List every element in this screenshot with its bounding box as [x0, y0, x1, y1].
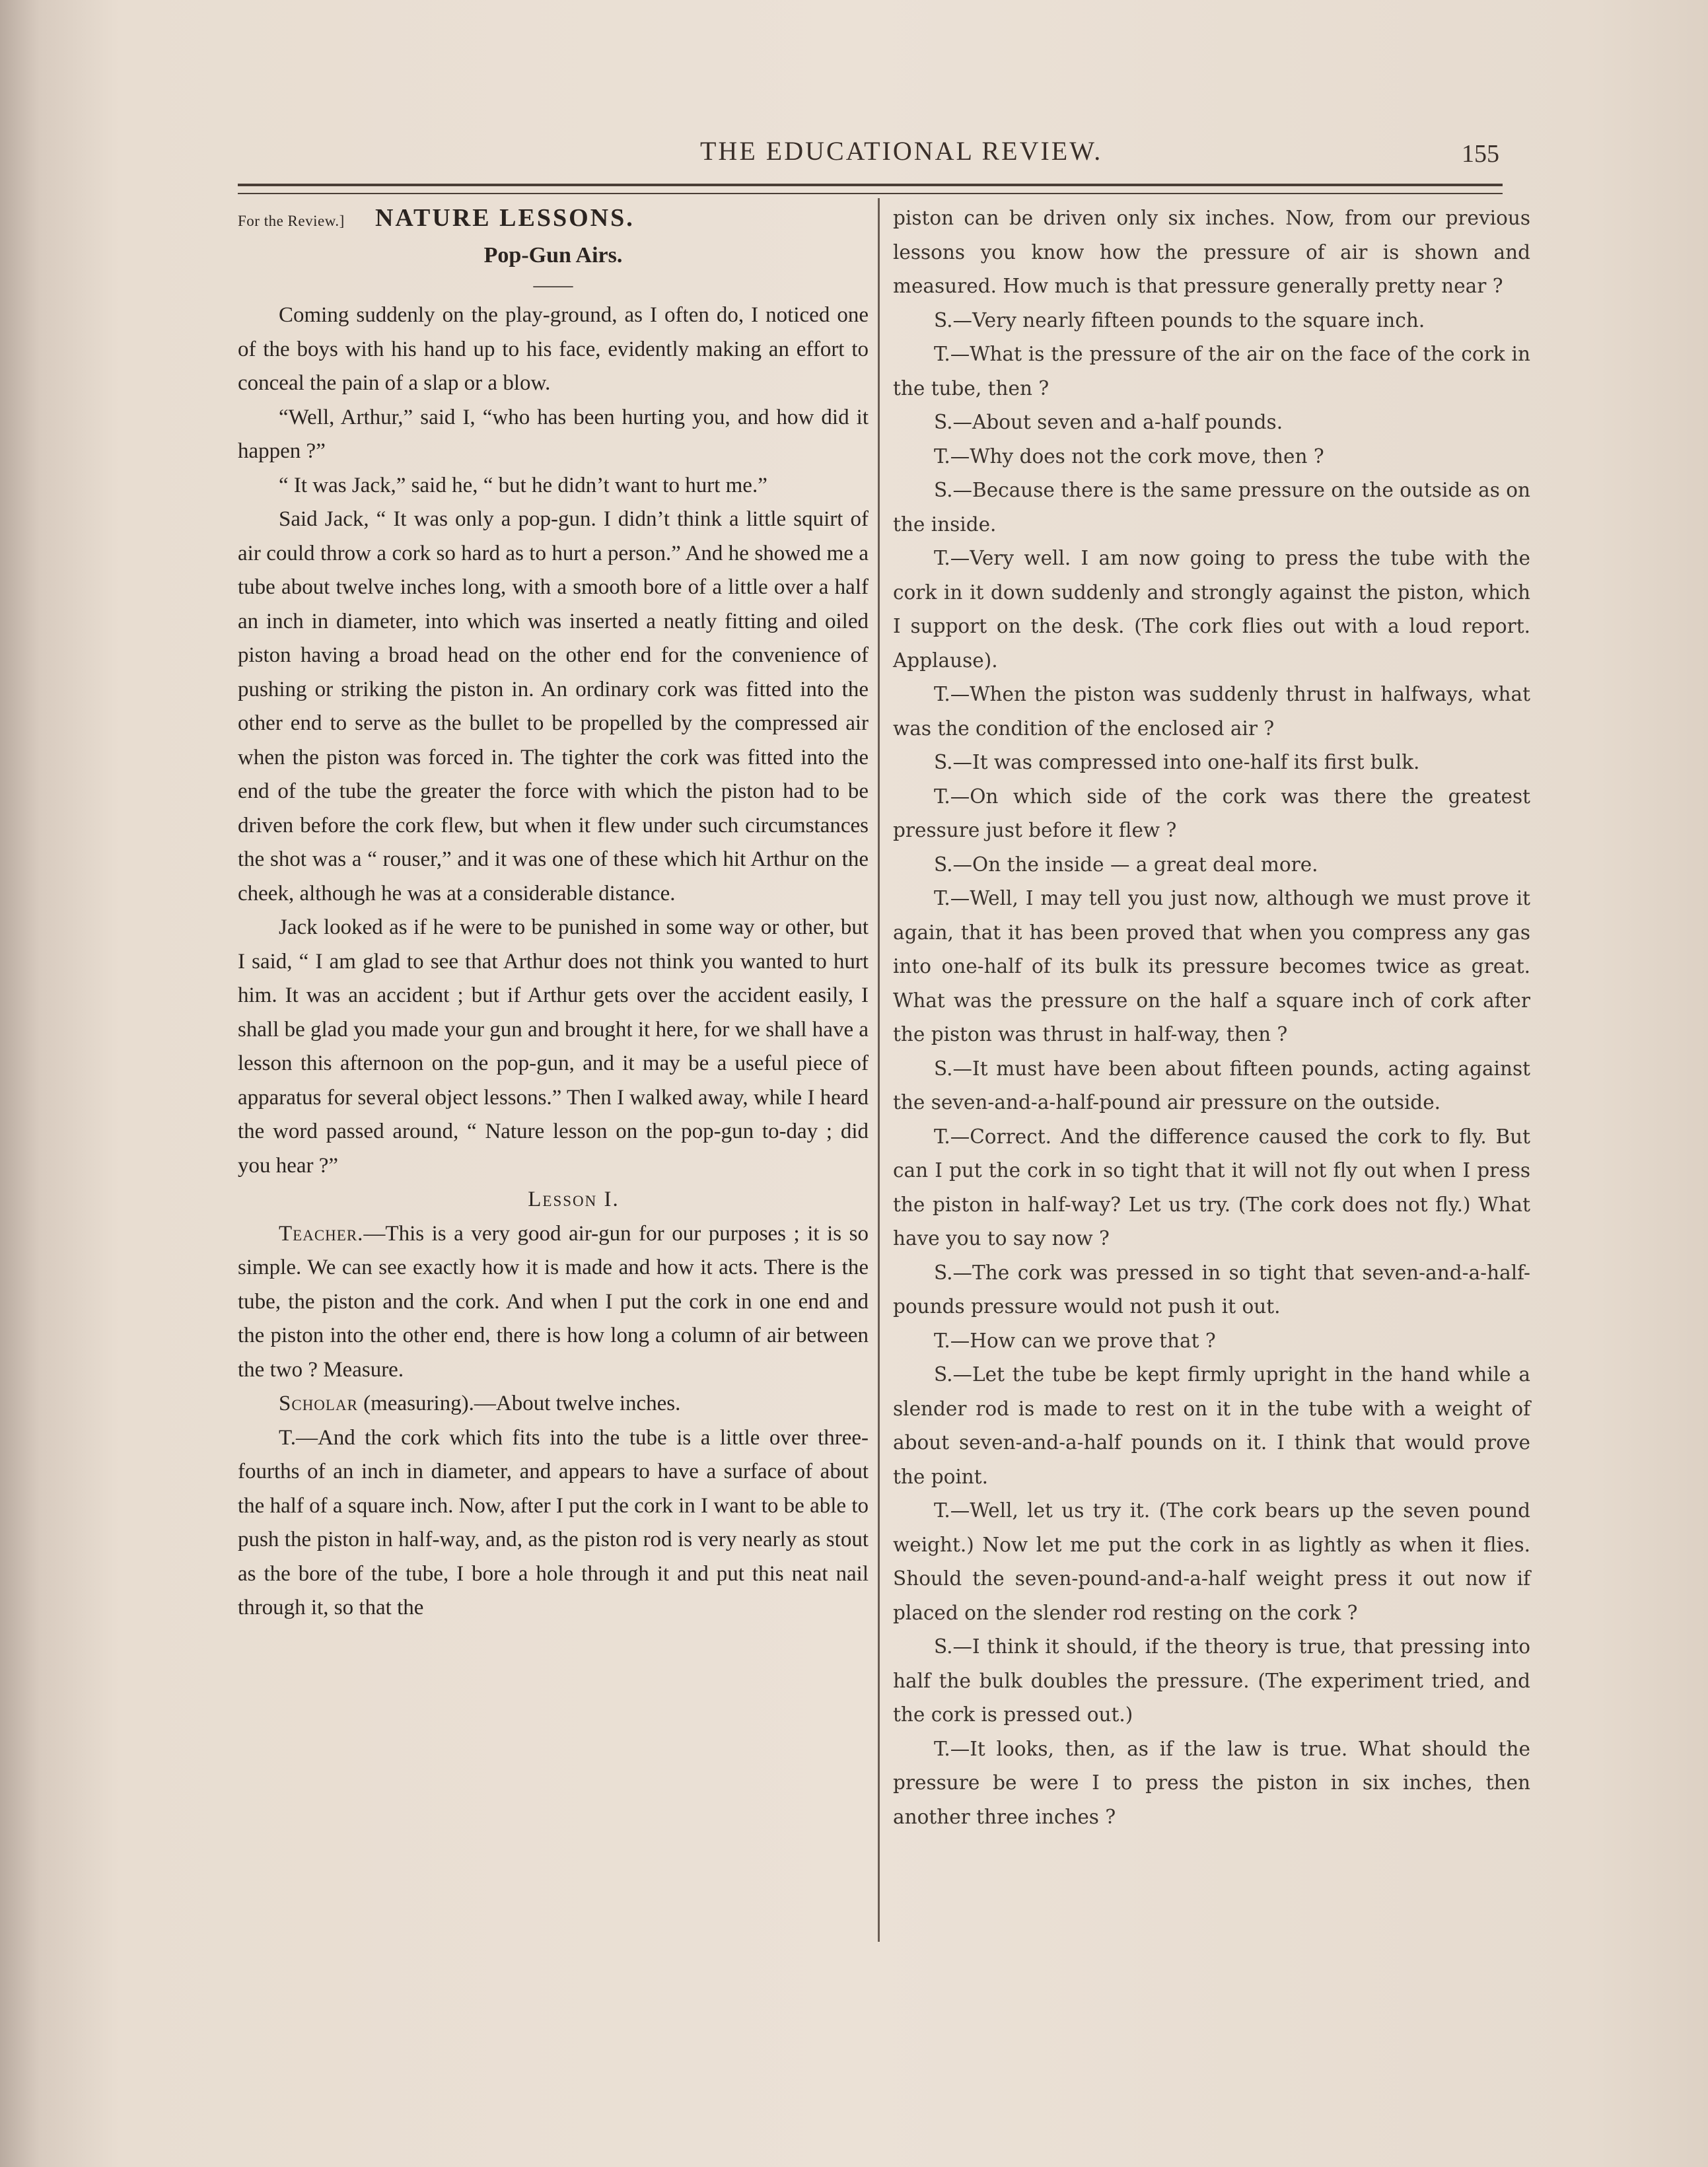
- article-title: NATURE LESSONS.: [374, 204, 635, 232]
- article-heading: [238, 201, 869, 238]
- dialogue-line: T.—How can we prove that ?: [934, 1329, 1216, 1352]
- dialogue-paragraph: [238, 1387, 869, 1421]
- dialogue-line: T.—On which side of the cork was there the greatest pressure just before it flew ?: [893, 785, 1530, 841]
- dialogue-line: T.—It looks, then, as if the law is true. What should the pressure be were I to press the piston in six inches, then another three inches ?: [893, 1737, 1530, 1828]
- subtitle-divider: ——: [533, 274, 573, 296]
- dialogue-paragraph: [238, 1421, 869, 1625]
- header-rule-thick: [238, 184, 1503, 186]
- journal-title: THE EDUCATIONAL REVIEW.: [700, 136, 1103, 166]
- page-number: 155: [1462, 140, 1499, 168]
- left-column: [238, 201, 869, 1625]
- dialogue-paragraph: [238, 1217, 869, 1388]
- right-column: [893, 201, 1530, 1834]
- column-divider: [878, 198, 880, 1942]
- running-header: [238, 135, 1506, 175]
- dialogue-line: S.—It must have been about fifteen pounds, acting against the seven-and-a-half-pound air pressure on the outside.: [893, 1057, 1530, 1114]
- paragraph: “ It was Jack,” said he, “ but he didn’t want to hurt me.”: [279, 473, 767, 497]
- dialogue-line: S.—It was compressed into one-half its first bulk.: [934, 751, 1420, 773]
- header-rule-thin: [238, 193, 1503, 194]
- continued-paragraph: piston can be driven only six inches. Now, from our previous lessons you know how the pressure of air is shown and measured. How much is that pressure generally pretty near ?: [893, 207, 1530, 297]
- dialogue-text: T.—And the cork which fits into the tube is a little over three-fourths of an inch in diameter, and appears to have a surface of about the half of a square inch. Now, after I put the cork in I want to be able to push the piston in half-way, and, as the piston rod is very nearly as stout as the bore of the tube, I bore a hole through it and put this neat nail through it, so that the: [238, 1425, 869, 1619]
- dialogue-line: T.—When the piston was suddenly thrust in halfways, what was the condition of the enclosed air ?: [893, 683, 1530, 740]
- dialogue-line: T.—Why does not the cork move, then ?: [934, 444, 1324, 468]
- paragraph: Coming suddenly on the play-ground, as I often do, I noticed one of the boys with his hand up to his face, evidently making an effort to conceal the pain of a slap or a blow.: [238, 303, 869, 395]
- dialogue-line: S.—About seven and a-half pounds.: [934, 411, 1283, 433]
- lesson-heading: Lesson I.: [528, 1188, 620, 1211]
- article-kicker: For the Review.]: [238, 213, 345, 229]
- dialogue-line: T.—Well, let us try it. (The cork bears up the seven pound weight.) Now let me put the cork in as lightly as when it flies. Should the seven-pound-and-a-half weight press it out now if placed on the slender rod resting on the cork ?: [893, 1499, 1530, 1624]
- dialogue-text: (measuring).—About twelve inches.: [357, 1392, 681, 1415]
- speaker-label: Teacher.: [279, 1221, 364, 1246]
- article-subtitle: Pop-Gun Airs.: [483, 242, 623, 267]
- dialogue-text: —This is a very good air-gun for our purposes ; it is so simple. We can see exactly how it is made and how it acts. There is the tube, the piston and the cork. And when I put the cork in one end and the piston into the other end, there is how long a column of air between the two ? Measure.: [238, 1221, 869, 1382]
- speaker-label: Scholar: [279, 1392, 358, 1415]
- dialogue-line: T.—Well, I may tell you just now, although we must prove it again, that it has been proved that when you compress any gas into one-half of its bulk its pressure becomes twice as great. What was the pressure on the half a square inch of cork after the piston was thrust in half-way, then ?: [893, 887, 1530, 1046]
- paragraph: Jack looked as if he were to be punished in some way or other, but I said, “ I am glad to see that Arthur does not think you wanted to hurt him. It was an accident ; but if Arthur gets over the accident easily, I shall be glad you made your gun and brought it here, for we shall have a lesson this afternoon on the pop-gun, and it may be a useful piece of apparatus for several object lessons.” Then I walked away, while I heard the word passed around, “ Nature lesson on the pop-gun to-day ; did you hear ?”: [238, 915, 869, 1178]
- paragraph: Said Jack, “ It was only a pop-gun. I didn’t think a little squirt of air could throw a cork so hard as to hurt a person.” And he showed me a tube about twelve inches long, with a smooth bore of a little over a half an inch in diameter, into which was inserted a neatly fitting and oiled piston having a broad head on the other end for the convenience of pushing or striking the piston in. An ordinary cork was fitted into the other end to serve as the bullet to be propelled by the compressed air when the piston was forced in. The tighter the cork was fitted into the end of the tube the greater the force with which the piston had to be driven before the cork flew, but when it flew under such circumstances the shot was a “ rouser,” and it was one of these which hit Arthur on the cheek, although he was at a considerable distance.: [238, 507, 869, 906]
- dialogue-line: T.—Correct. And the difference caused the cork to fly. But can I put the cork in so tight that it will not fly out when I press the piston in half-way? Let us try. (The cork does not fly.) What have you to say now ?: [893, 1125, 1530, 1250]
- paragraph: “Well, Arthur,” said I, “who has been hurting you, and how did it happen ?”: [238, 405, 869, 463]
- dialogue-line: T.—Very well. I am now going to press the tube with the cork in it down suddenly and strongly against the piston, which I support on the desk. (The cork flies out with a loud report. Applause).: [893, 547, 1530, 672]
- dialogue-line: S.—Let the tube be kept firmly upright in the hand while a slender rod is made to rest on it in the tube with a weight of about seven-and-a-half pounds on it. I think that would prove the point.: [893, 1363, 1530, 1488]
- dialogue-line: T.—What is the pressure of the air on the face of the cork in the tube, then ?: [893, 343, 1530, 400]
- dialogue-line: S.—Very nearly fifteen pounds to the square inch.: [934, 308, 1425, 332]
- dialogue-line: S.—The cork was pressed in so tight that seven-and-a-half-pounds pressure would not push it out.: [893, 1261, 1530, 1318]
- dialogue-line: S.—Because there is the same pressure on the outside as on the inside.: [893, 479, 1530, 536]
- dialogue-line: S.—On the inside — a great deal more.: [934, 853, 1318, 876]
- dialogue-line: S.—I think it should, if the theory is true, that pressing into half the bulk doubles the pressure. (The experiment tried, and the cork is pressed out.): [893, 1635, 1530, 1726]
